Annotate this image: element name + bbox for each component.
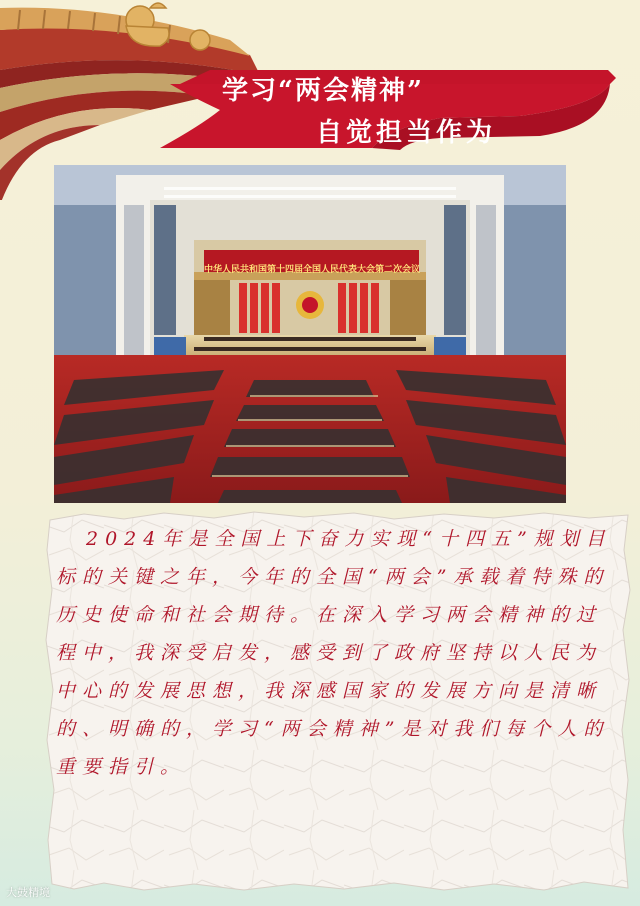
title-line-2: 自觉担当作为 bbox=[316, 118, 497, 148]
title-line-1: 学习“两会精神” bbox=[222, 76, 424, 106]
hall-banner-text: 中华人民共和国第十四届全国人民代表大会第二次会议 bbox=[204, 265, 421, 275]
watermark: 大鼓精境 bbox=[6, 886, 50, 899]
assembly-hall-photo bbox=[54, 165, 566, 503]
body-paragraph: 2024年是全国上下奋力实现“十四五”规划目标的关键之年，今年的全国“两会”承载着特殊的历史使命和社会期待。在深入学习两会精神的过程中，我深受启发，感受到了政府坚持以人民为中心的发展思想，我深感国家的发展方向是清晰的、明确的，学习“两会精神”是对我们每个人的重要指引。 bbox=[56, 528, 612, 778]
